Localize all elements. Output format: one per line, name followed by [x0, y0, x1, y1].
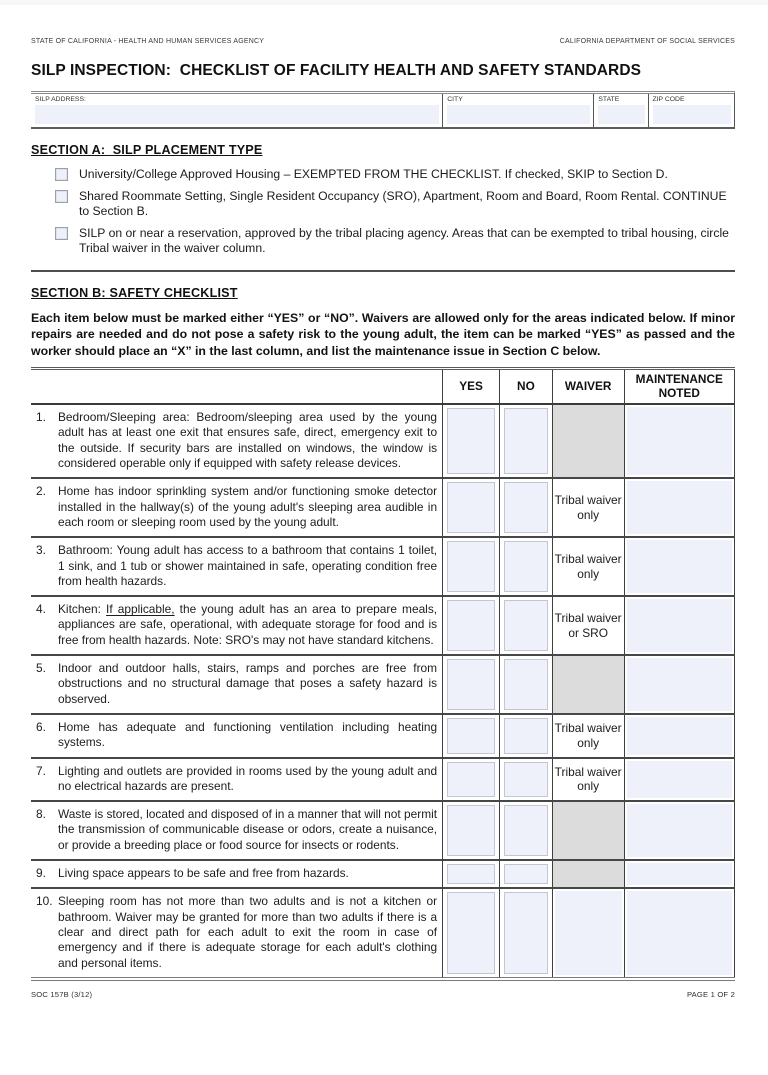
item-number: 3. [36, 543, 46, 558]
no-cell [500, 596, 553, 655]
waiver-cell [552, 758, 624, 802]
yes-input[interactable] [447, 659, 495, 710]
item-text: Lighting and outlets are provided in rooms used by the young adult and no electrical hazards are present. [58, 763, 438, 793]
section-a-heading: SECTION A: SILP PLACEMENT TYPE [31, 143, 263, 157]
form-number: SOC 157B (3/12) [31, 989, 93, 999]
safety-checklist-table [31, 367, 735, 981]
section-b-instructions: Each item below must be marked either “YES” or “NO”. Waivers are allowed only for the areas indicated below. If minor repairs are needed and do not pose a safety risk to the young adult, the item can be marked “YES” as passed and the worker should place an “X” in the last column, and list the maintenance issue in Section C below. [31, 310, 735, 358]
waiver-allowed-text: Tribal waiver only [554, 764, 622, 794]
yes-input[interactable] [447, 805, 495, 856]
item-number: 4. [36, 602, 46, 617]
checklist-row [31, 404, 735, 478]
no-input[interactable] [504, 408, 548, 474]
no-cell [500, 860, 553, 888]
maintenance-cell [624, 404, 734, 478]
no-input[interactable] [504, 718, 548, 754]
waiver-cell [552, 888, 624, 978]
no-input[interactable] [504, 600, 548, 651]
maintenance-input[interactable] [627, 599, 732, 652]
item-text: Home has adequate and functioning ventilation including heating systems. [58, 719, 438, 750]
item-text: Bathroom: Young adult has access to a bathroom that contains 1 toilet, 1 sink, and 1 tub or shower maintained in safe, operating condition free from health hazards. [58, 543, 438, 588]
item-number: 10. [36, 894, 53, 909]
item-number: 9. [36, 866, 46, 881]
no-column-header: NO [500, 369, 553, 405]
item-text: Waste is stored, located and disposed of in a manner that will not permit the transmission of communicable disease or odors, create a nuisance, or provide a breeding place or food source for insects or rodents. [58, 807, 438, 852]
waiver-cell [552, 801, 624, 860]
maintenance-cell [624, 478, 734, 537]
state-label: STATE [598, 96, 620, 103]
no-input[interactable] [504, 805, 548, 856]
item-text: Bedroom/Sleeping area: Bedroom/sleeping area used by the young adult has at least one exit that ensures safe, direct, emergency exit to the outside. If security bars are installed on windows, the window is considered operable only if equipped with safety release devices. [58, 410, 438, 471]
maintenance-input[interactable] [627, 863, 732, 885]
placement-option [55, 167, 735, 183]
placement-option-label: SILP on or near a reservation, approved by the tribal placing agency. Areas that can be exempted to tribal housing, circle Tribal waiver in the waiver column. [79, 225, 729, 256]
no-input[interactable] [504, 541, 548, 592]
maintenance-input[interactable] [627, 658, 732, 711]
yes-cell [443, 478, 500, 537]
placement-option-label: University/College Approved Housing – EXEMPTED FROM THE CHECKLIST. If checked, SKIP to Section D. [79, 167, 668, 181]
maintenance-cell [624, 860, 734, 888]
state-cell [593, 94, 647, 127]
form-title: SILP INSPECTION: CHECKLIST OF FACILITY HEALTH AND SAFETY STANDARDS [31, 62, 642, 79]
no-cell [500, 888, 553, 978]
no-cell [500, 537, 553, 596]
silp-address-cell [31, 94, 442, 127]
no-input[interactable] [504, 892, 548, 973]
item-column-header [31, 369, 443, 405]
maintenance-input[interactable] [627, 891, 732, 974]
waiver-allowed-text: Tribal waiver only [554, 721, 622, 750]
no-cell [500, 404, 553, 478]
zip-input[interactable] [653, 105, 731, 124]
city-input[interactable] [447, 105, 590, 124]
item-text: Living space appears to be safe and free from hazards. [58, 866, 349, 881]
checklist-row [31, 537, 735, 596]
yes-input[interactable] [447, 408, 495, 474]
yes-cell [443, 404, 500, 478]
maintenance-input[interactable] [627, 407, 732, 475]
maintenance-cell [624, 801, 734, 860]
section-divider [31, 270, 735, 272]
item-text-cell [31, 478, 443, 537]
maintenance-cell [624, 714, 734, 758]
item-text-cell [31, 801, 443, 860]
item-text: Home has indoor sprinkling system and/or functioning smoke detector installed in the hallway(s) of the young adult's sleeping area audible in each room or sleeping room used by the young adult. [58, 484, 438, 529]
item-number: 7. [36, 763, 46, 778]
zip-cell [648, 94, 734, 127]
yes-cell [443, 655, 500, 714]
yes-cell [443, 860, 500, 888]
maintenance-input[interactable] [627, 717, 732, 755]
page-footer [31, 990, 735, 999]
yes-cell [443, 596, 500, 655]
checklist-row [31, 801, 735, 860]
checklist-row [31, 758, 735, 802]
yes-cell [443, 758, 500, 802]
item-number: 6. [36, 719, 46, 734]
waiver-allowed-text: Tribal waiver only [554, 552, 622, 581]
no-cell [500, 758, 553, 802]
placement-option [55, 189, 735, 220]
checklist-row [31, 478, 735, 537]
item-text-cell [31, 714, 443, 758]
no-input[interactable] [504, 864, 548, 884]
no-input[interactable] [504, 482, 548, 533]
item-text-cell [31, 860, 443, 888]
checklist-row [31, 596, 735, 655]
waiver-input[interactable] [555, 891, 622, 974]
yes-cell [443, 801, 500, 860]
maintenance-cell [624, 888, 734, 978]
city-label: CITY [447, 96, 463, 103]
yes-cell [443, 888, 500, 978]
agency-left: STATE OF CALIFORNIA - HEALTH AND HUMAN SERVICES AGENCY [31, 38, 265, 45]
item-text: Sleeping room has not more than two adults and is not a kitchen or bathroom. Waiver may be granted for more than two adults if there is a clear and direct path for each adult to exit the room in case of emergency and if there is adequate storage for each adult's clothing and personal items. [58, 894, 438, 970]
item-text-cell [31, 596, 443, 655]
no-cell [500, 655, 553, 714]
yes-input[interactable] [447, 892, 495, 973]
yes-column-header: YES [443, 369, 500, 405]
no-cell [500, 478, 553, 537]
waiver-allowed-text: Tribal waiver or SRO [554, 611, 622, 640]
waiver-allowed-text: Tribal waiver only [554, 493, 622, 522]
maintenance-cell [624, 537, 734, 596]
yes-input[interactable] [447, 762, 495, 798]
maintenance-cell [624, 758, 734, 802]
yes-cell [443, 537, 500, 596]
item-text-cell [31, 404, 443, 478]
maintenance-column-header: MAINTENANCE NOTED [624, 369, 734, 405]
silp-address-input[interactable] [35, 105, 439, 124]
placement-options [31, 167, 735, 257]
waiver-cell [552, 478, 624, 537]
item-text-cell [31, 888, 443, 978]
item-text: Indoor and outdoor halls, stairs, ramps and porches are free from obstructions and no structural damage that poses a safety hazard is observed. [58, 661, 438, 706]
address-strip [31, 91, 735, 129]
checklist-header-row [31, 369, 735, 405]
no-input[interactable] [504, 659, 548, 710]
yes-input[interactable] [447, 600, 495, 651]
waiver-cell [552, 714, 624, 758]
no-input[interactable] [504, 762, 548, 798]
placement-checkbox[interactable] [55, 227, 68, 240]
waiver-cell [552, 596, 624, 655]
item-text-cell [31, 655, 443, 714]
checklist-row [31, 714, 735, 758]
waiver-cell [552, 860, 624, 888]
yes-input[interactable] [447, 864, 495, 884]
zip-label: ZIP CODE [652, 96, 685, 103]
maintenance-input[interactable] [627, 540, 732, 593]
state-input[interactable] [598, 105, 644, 124]
item-number: 5. [36, 661, 46, 676]
placement-checkbox[interactable] [55, 168, 68, 181]
waiver-cell [552, 537, 624, 596]
section-b-heading: SECTION B: SAFETY CHECKLIST [31, 285, 238, 300]
agency-header [31, 38, 735, 45]
checklist-row [31, 655, 735, 714]
no-cell [500, 801, 553, 860]
silp-address-label: SILP ADDRESS: [35, 96, 86, 103]
waiver-column-header: WAIVER [552, 369, 624, 405]
item-number: 8. [36, 807, 46, 822]
checklist-row [31, 888, 735, 978]
maintenance-cell [624, 655, 734, 714]
yes-input[interactable] [447, 541, 495, 592]
item-text-cell [31, 537, 443, 596]
maintenance-input[interactable] [627, 481, 732, 534]
item-text-cell [31, 758, 443, 802]
placement-option [55, 226, 735, 257]
placement-option-label: Shared Roommate Setting, Single Resident Occupancy (SRO), Apartment, Room and Board, Room Rental. CONTINUE to Section B. [79, 188, 727, 219]
page-number: PAGE 1 OF 2 [686, 989, 735, 999]
no-cell [500, 714, 553, 758]
maintenance-input[interactable] [627, 804, 732, 857]
city-cell [442, 94, 593, 127]
waiver-cell [552, 655, 624, 714]
maintenance-input[interactable] [627, 761, 732, 799]
yes-input[interactable] [447, 482, 495, 533]
item-number: 2. [36, 484, 46, 499]
placement-checkbox[interactable] [55, 190, 68, 203]
waiver-cell [552, 404, 624, 478]
checklist-row [31, 860, 735, 888]
yes-cell [443, 714, 500, 758]
agency-right: CALIFORNIA DEPARTMENT OF SOCIAL SERVICES [559, 38, 735, 45]
yes-input[interactable] [447, 718, 495, 754]
item-text: Kitchen: If applicable, the young adult has an area to prepare meals, appliances are safe, operational, with adequate storage for food and is free from health hazards. Note: SRO's may not have standard kitchens. [58, 602, 438, 647]
item-number: 1. [36, 410, 46, 425]
maintenance-cell [624, 596, 734, 655]
